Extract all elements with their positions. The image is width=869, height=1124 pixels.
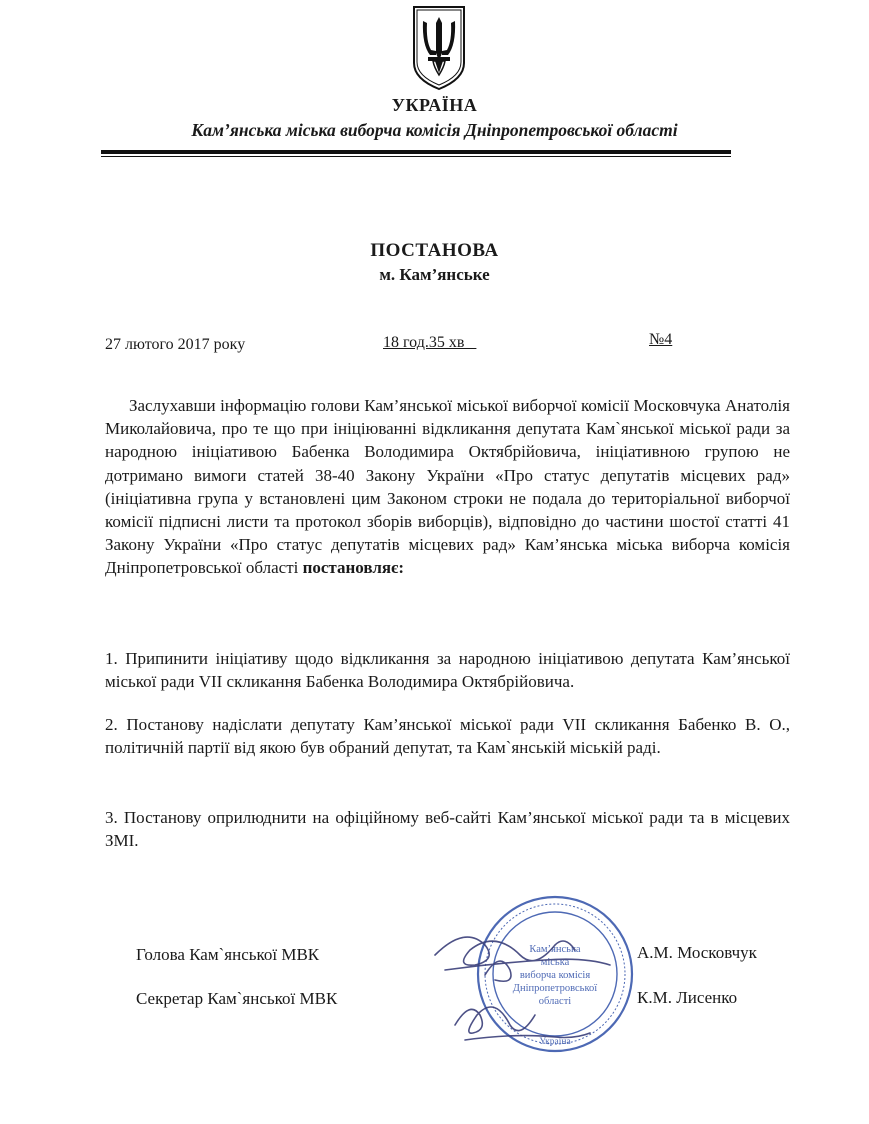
resolution-item-3: 3. Постанову оприлюднити на офіційному веб-сайті Кам’янської міської ради та в місцевих ЗМІ. — [105, 808, 790, 851]
handwritten-signature-icon — [425, 915, 645, 1055]
document-date: 27 лютого 2017 року — [105, 336, 246, 353]
document-type: ПОСТАНОВА — [370, 240, 499, 261]
seal-line-2: міська — [540, 957, 570, 968]
document-place: м. Кам’янське — [379, 265, 490, 284]
intro-text: Заслухавши інформацію голови Кам’янської міської виборчої комісії Московчука Анатолія Миколайовича, про те що при ініціюванні відкликання депутата Кам`янської міської ради за народною ініціативою Бабенка Володимира Октябрійовича, ініціативною групою не дотримано вимоги статей 38-40 Закону України «Про статус депутатів місцевих рад» (ініціативна група у встановлені цим Законом строки не подала до територіальної виборчої комісії підписні листи та протокол зборів виборців), відповідно до частини шостої статті 41 Закону України «Про статус депутатів місцевих рад» Кам’янська міська виборча комісія Дніпропетровської області — [105, 396, 790, 578]
resolution-item-2: 2. Постанову надіслати депутату Кам’янської міської ради VII скликання Бабенко В. О., політичній партії від якою був обраний депутат, та Кам`янській міській раді. — [105, 715, 790, 758]
header-rule-thick — [101, 150, 731, 154]
seal-line-5: області — [538, 996, 572, 1007]
signature-name-secretary: К.М. Лисенко — [637, 988, 738, 1007]
seal-bottom-text: Україна — [539, 1037, 571, 1047]
signature-title-chair: Голова Кам`янської МВК — [136, 945, 320, 964]
header-rule-thin — [101, 156, 731, 157]
signature-name-chair: А.М. Московчук — [637, 943, 757, 962]
resolution-item-1: 1. Припинити ініціативу щодо відкликання за народною ініціативою депутата Кам’янської міської ради VII скликання Бабенка Володимира Октябрійовича. — [105, 649, 790, 692]
intro-paragraph — [105, 394, 790, 580]
trident-coat-of-arms-icon — [412, 5, 466, 91]
country-name: УКРАЇНА — [391, 95, 478, 115]
seal-line-3: виборча комісія — [519, 970, 591, 981]
organization-name: Кам’янська міська виборча комісія Дніпропетровської області — [191, 120, 678, 140]
signature-title-secretary: Секретар Кам`янської МВК — [136, 989, 338, 1008]
document-number: №4 — [649, 331, 673, 348]
seal-line-4: Дніпропетровської — [512, 983, 598, 994]
seal-line-1: Кам’янська — [529, 944, 581, 955]
intro-emphasis: постановляє: — [302, 558, 405, 578]
document-time: 18 год.35 хв — [383, 334, 477, 351]
